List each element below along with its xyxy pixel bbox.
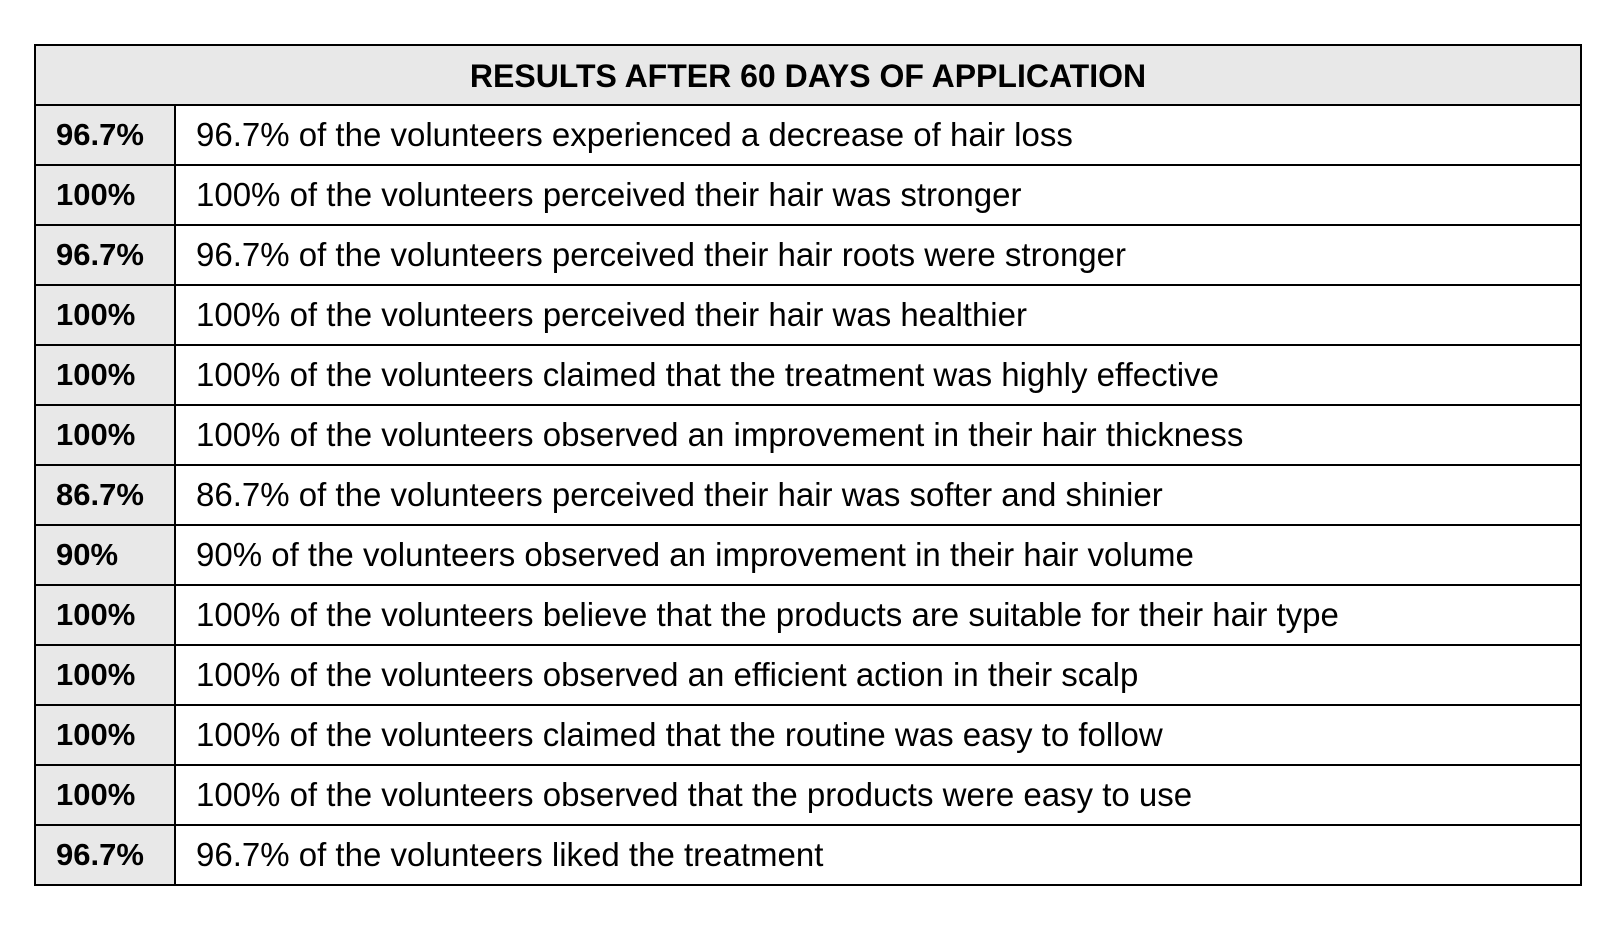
results-table — [34, 44, 1582, 886]
table-row — [35, 405, 1581, 465]
percentage-cell: 96.7% — [35, 105, 175, 165]
table-row — [35, 645, 1581, 705]
table-row — [35, 465, 1581, 525]
result-description: 100% of the volunteers observed that the products were easy to use — [175, 765, 1581, 825]
result-description: 96.7% of the volunteers experienced a decrease of hair loss — [175, 105, 1581, 165]
percentage-cell: 100% — [35, 285, 175, 345]
result-description: 100% of the volunteers claimed that the treatment was highly effective — [175, 345, 1581, 405]
result-description: 90% of the volunteers observed an improvement in their hair volume — [175, 525, 1581, 585]
percentage-cell: 90% — [35, 525, 175, 585]
table-row — [35, 705, 1581, 765]
percentage-cell: 100% — [35, 405, 175, 465]
result-description: 100% of the volunteers believe that the products are suitable for their hair type — [175, 585, 1581, 645]
result-description: 96.7% of the volunteers perceived their hair roots were stronger — [175, 225, 1581, 285]
percentage-cell: 100% — [35, 765, 175, 825]
table-title: RESULTS AFTER 60 DAYS OF APPLICATION — [35, 45, 1581, 105]
table-title-row — [35, 45, 1581, 105]
table-row — [35, 825, 1581, 885]
table-row — [35, 585, 1581, 645]
result-description: 100% of the volunteers perceived their hair was healthier — [175, 285, 1581, 345]
percentage-cell: 96.7% — [35, 825, 175, 885]
result-description: 100% of the volunteers observed an improvement in their hair thickness — [175, 405, 1581, 465]
percentage-cell: 100% — [35, 165, 175, 225]
percentage-cell: 100% — [35, 645, 175, 705]
table-row — [35, 525, 1581, 585]
result-description: 100% of the volunteers perceived their hair was stronger — [175, 165, 1581, 225]
result-description: 100% of the volunteers claimed that the routine was easy to follow — [175, 705, 1581, 765]
table-row — [35, 165, 1581, 225]
result-description: 96.7% of the volunteers liked the treatment — [175, 825, 1581, 885]
percentage-cell: 100% — [35, 345, 175, 405]
percentage-cell: 100% — [35, 705, 175, 765]
table-row — [35, 345, 1581, 405]
percentage-cell: 86.7% — [35, 465, 175, 525]
table-row — [35, 285, 1581, 345]
percentage-cell: 100% — [35, 585, 175, 645]
table-row — [35, 765, 1581, 825]
percentage-cell: 96.7% — [35, 225, 175, 285]
table-row — [35, 225, 1581, 285]
table-row — [35, 105, 1581, 165]
result-description: 86.7% of the volunteers perceived their hair was softer and shinier — [175, 465, 1581, 525]
result-description: 100% of the volunteers observed an efficient action in their scalp — [175, 645, 1581, 705]
